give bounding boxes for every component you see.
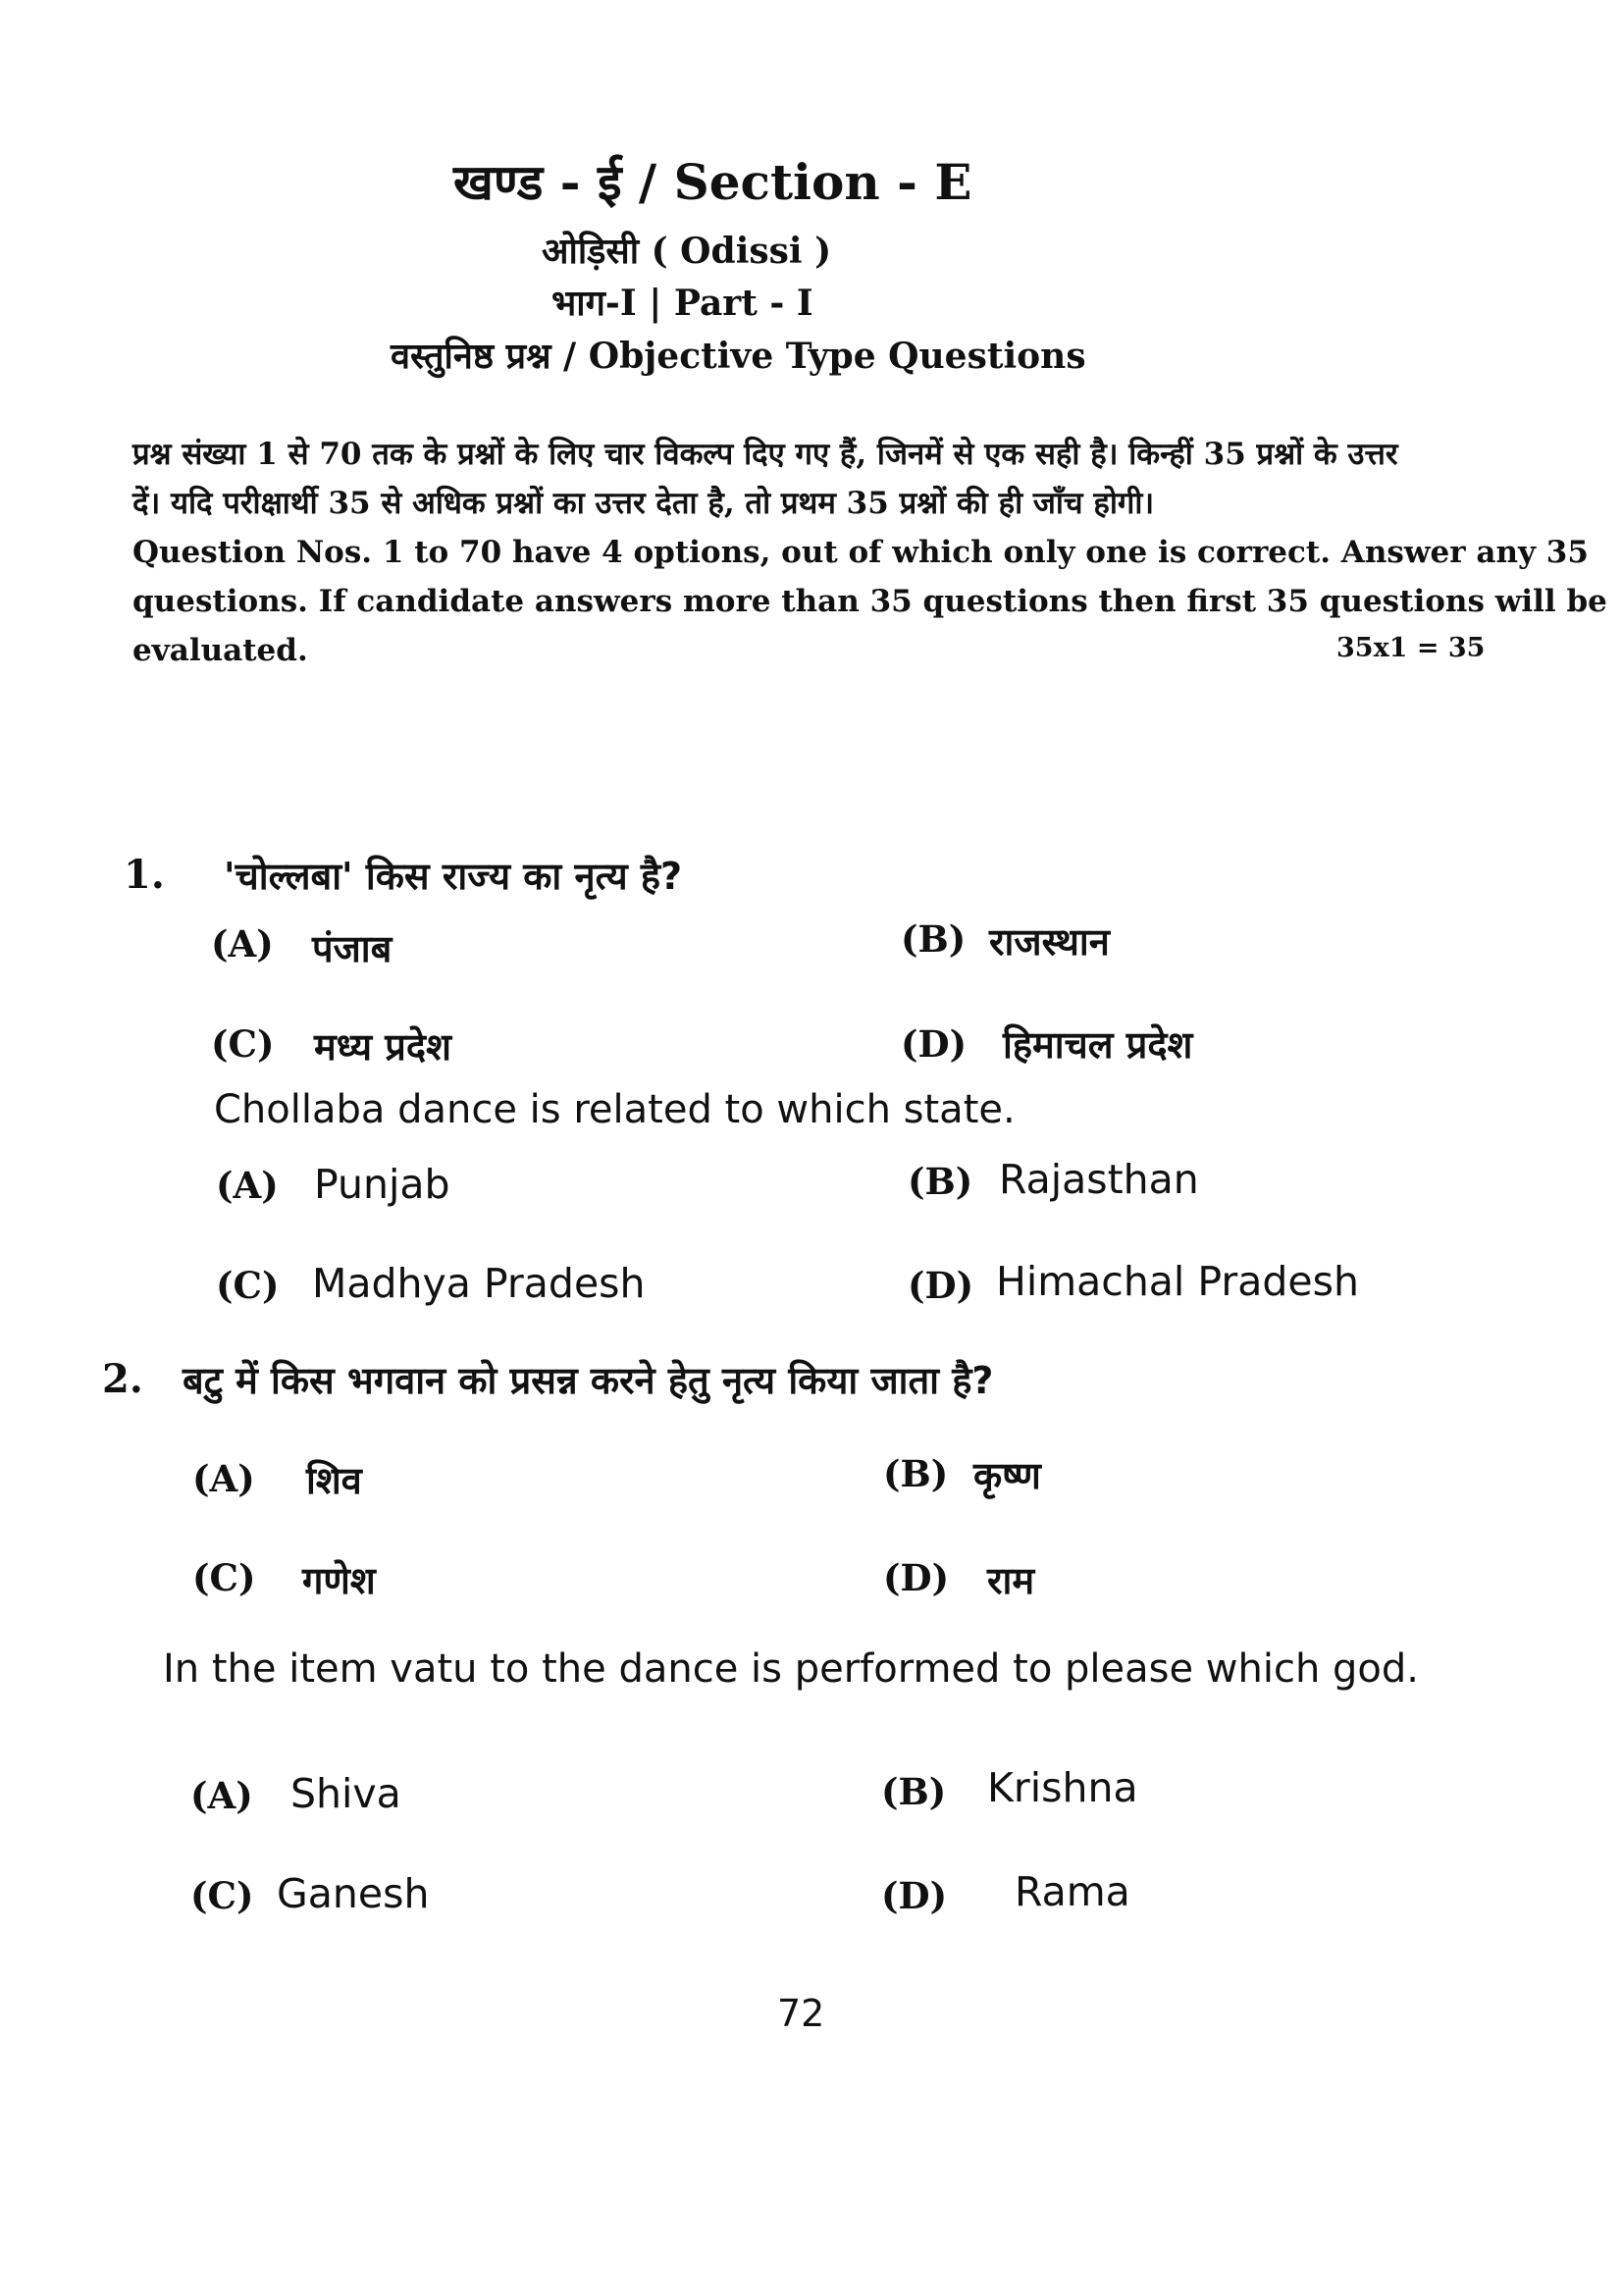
q2-hi-option-d-letter: (D): [883, 1556, 950, 1599]
q2-en-option-a-letter: (A): [190, 1774, 253, 1817]
q1-hi-option-b-text: राजस्थान: [989, 920, 1110, 964]
part-heading: भाग-I | Part - I: [551, 283, 813, 324]
question-2-number: 2.: [102, 1356, 143, 1402]
q2-hi-option-a-text: शिव: [306, 1459, 362, 1502]
q1-hi-option-a-letter: (A): [211, 922, 274, 965]
q2-en-option-a-text: Shiva: [290, 1770, 401, 1817]
q1-en-option-d-text: Himachal Pradesh: [996, 1258, 1359, 1305]
q2-en-option-c-letter: (C): [190, 1874, 254, 1917]
instructions-english-line-1: Question Nos. 1 to 70 have 4 options, out of which only one is correct. Answer any 35: [132, 535, 1589, 570]
q1-en-option-a-text: Punjab: [314, 1161, 450, 1208]
q2-hi-option-d-text: राम: [987, 1559, 1035, 1602]
q2-hi-option-b-text: कृष्ण: [973, 1454, 1041, 1497]
q2-hi-option-a-letter: (A): [192, 1457, 255, 1500]
instructions-english-line-2: questions. If candidate answers more than 35 questions then first 35 questions will be: [132, 584, 1607, 619]
marks-label: 35x1 = 35: [1336, 633, 1486, 663]
instructions-hindi-line-1: प्रश्न संख्या 1 से 70 तक के प्रश्नों के लिए चार विकल्प दिए गए हैं, जिनमें से एक सही है। किन्हीं 35 प्रश्नों के उत्तर: [132, 437, 1398, 472]
q1-en-option-b-text: Rajasthan: [999, 1156, 1199, 1203]
q1-hi-option-c-letter: (C): [211, 1022, 275, 1066]
q2-en-option-d-letter: (D): [881, 1874, 948, 1917]
q2-en-option-b-text: Krishna: [987, 1764, 1138, 1811]
q2-en-option-c-text: Ganesh: [277, 1870, 430, 1917]
instructions-english-line-3: evaluated.: [132, 633, 308, 668]
question-1-english-text: Chollaba dance is related to which state.: [214, 1087, 1016, 1132]
q2-hi-option-c-letter: (C): [192, 1556, 256, 1599]
q1-en-option-c-text: Madhya Pradesh: [312, 1260, 646, 1307]
section-title: खण्ड - ई / Section - E: [453, 153, 972, 211]
q1-hi-option-b-letter: (B): [901, 917, 967, 961]
question-1-number: 1.: [124, 852, 165, 898]
q1-hi-option-d-letter: (D): [901, 1022, 968, 1066]
q1-en-option-d-letter: (D): [908, 1264, 974, 1307]
subject-heading: ओड़िसी ( Odissi ): [542, 231, 832, 272]
q2-en-option-b-letter: (B): [881, 1770, 947, 1813]
q2-hi-option-b-letter: (B): [883, 1452, 949, 1495]
instructions-hindi-line-2: दें। यदि परीक्षार्थी 35 से अधिक प्रश्नों का उत्तर देता है, तो प्रथम 35 प्रश्नों की ही जाँच होगी।: [132, 486, 1155, 521]
question-2-english-text: In the item vatu to the dance is performed to please which god.: [163, 1646, 1419, 1692]
q1-hi-option-a-text: पंजाब: [312, 927, 392, 970]
q1-en-option-b-letter: (B): [908, 1160, 973, 1203]
q1-en-option-c-letter: (C): [216, 1264, 280, 1307]
question-2-hindi-text: बटु में किस भगवान को प्रसन्न करने हेतु नृत्य किया जाता है?: [183, 1359, 994, 1402]
q1-hi-option-d-text: हिमाचल प्रदेश: [1003, 1023, 1193, 1067]
q1-hi-option-c-text: मध्य प्रदेश: [314, 1025, 451, 1069]
q2-en-option-d-text: Rama: [1015, 1868, 1130, 1915]
question-type-heading: वस्तुनिष्ठ प्रश्न / Objective Type Questions: [391, 336, 1086, 377]
question-1-hindi-text: 'चोल्लबा' किस राज्य का नृत्य है?: [224, 855, 683, 898]
q1-en-option-a-letter: (A): [216, 1164, 279, 1207]
q2-hi-option-c-text: गणेश: [302, 1559, 376, 1602]
page-number: 72: [777, 1992, 825, 2035]
